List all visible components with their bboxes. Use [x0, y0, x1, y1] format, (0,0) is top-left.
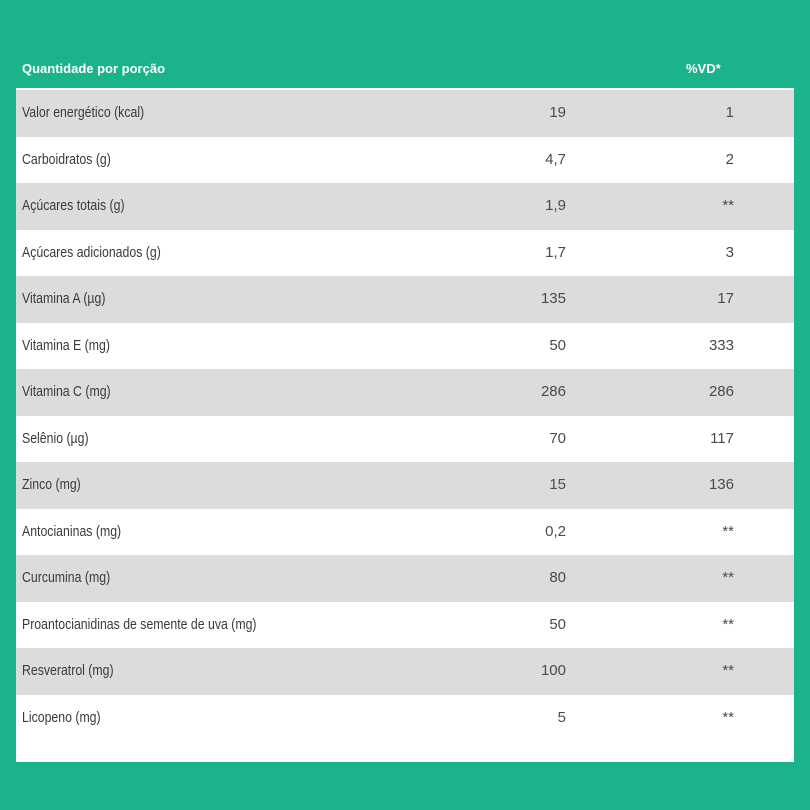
nutrition-table [16, 48, 794, 762]
nutrient-name: Valor energético (kcal) [22, 104, 145, 121]
table-body [16, 90, 794, 741]
nutrient-amount: 286 [540, 383, 566, 400]
nutrient-name: Proantocianidinas de semente de uva (mg) [22, 615, 257, 633]
nutrient-dv: ** [722, 569, 734, 586]
nutrient-dv: ** [722, 615, 734, 633]
nutrient-name: Vitamina C (mg) [22, 383, 111, 400]
table-row [16, 90, 794, 137]
table-row [16, 416, 794, 463]
nutrient-name: Curcumina (mg) [22, 569, 111, 586]
nutrient-amount: 50 [549, 615, 566, 633]
nutrient-dv: 333 [708, 336, 734, 354]
nutrient-name: Resveratrol (mg) [22, 662, 114, 679]
nutrient-dv: ** [722, 708, 734, 726]
nutrient-dv: 2 [725, 150, 734, 168]
nutrient-dv: ** [722, 197, 734, 214]
nutrient-amount: 0,2 [545, 522, 566, 540]
nutrient-amount: 1,7 [545, 243, 566, 261]
nutrient-name: Açúcares adicionados (g) [22, 243, 161, 261]
nutrient-name: Selênio (µg) [22, 429, 89, 447]
nutrient-name: Açúcares totais (g) [22, 197, 125, 214]
nutrient-amount: 135 [540, 290, 566, 307]
table-row [16, 369, 794, 416]
nutrient-amount: 100 [540, 662, 566, 679]
nutrient-amount: 50 [549, 336, 566, 354]
nutrient-name: Carboidratos (g) [22, 150, 111, 168]
table-header [16, 48, 794, 88]
nutrient-dv: ** [722, 662, 734, 679]
table-row [16, 276, 794, 323]
table-row [16, 323, 794, 370]
header-dv-label: %VD* [686, 61, 721, 76]
nutrient-amount: 5 [557, 708, 566, 726]
table-row [16, 183, 794, 230]
nutrient-amount: 19 [549, 104, 566, 121]
nutrient-dv: 3 [725, 243, 734, 261]
nutrient-name: Zinco (mg) [22, 476, 81, 493]
table-row [16, 509, 794, 556]
nutrient-dv: 1 [725, 104, 734, 121]
table-row [16, 462, 794, 509]
nutrient-name: Licopeno (mg) [22, 708, 101, 726]
table-row [16, 648, 794, 695]
nutrient-amount: 80 [549, 569, 566, 586]
nutrient-name: Vitamina E (mg) [22, 336, 110, 354]
table-row [16, 230, 794, 277]
nutrient-amount: 4,7 [545, 150, 566, 168]
table-row [16, 695, 794, 742]
nutrient-amount: 15 [549, 476, 566, 493]
table-row [16, 555, 794, 602]
table-row [16, 137, 794, 184]
header-quantity-label: Quantidade por porção [22, 61, 166, 76]
nutrient-dv: 117 [710, 429, 734, 447]
nutrient-amount: 1,9 [545, 197, 566, 214]
nutrient-dv: 286 [708, 383, 734, 400]
nutrient-dv: 136 [708, 476, 734, 493]
table-row [16, 602, 794, 649]
nutrient-dv: 17 [717, 290, 734, 307]
nutrient-name: Antocianinas (mg) [22, 522, 122, 540]
nutrient-dv: ** [722, 522, 734, 540]
nutrient-name: Vitamina A (µg) [22, 290, 106, 307]
nutrient-amount: 70 [549, 429, 566, 447]
